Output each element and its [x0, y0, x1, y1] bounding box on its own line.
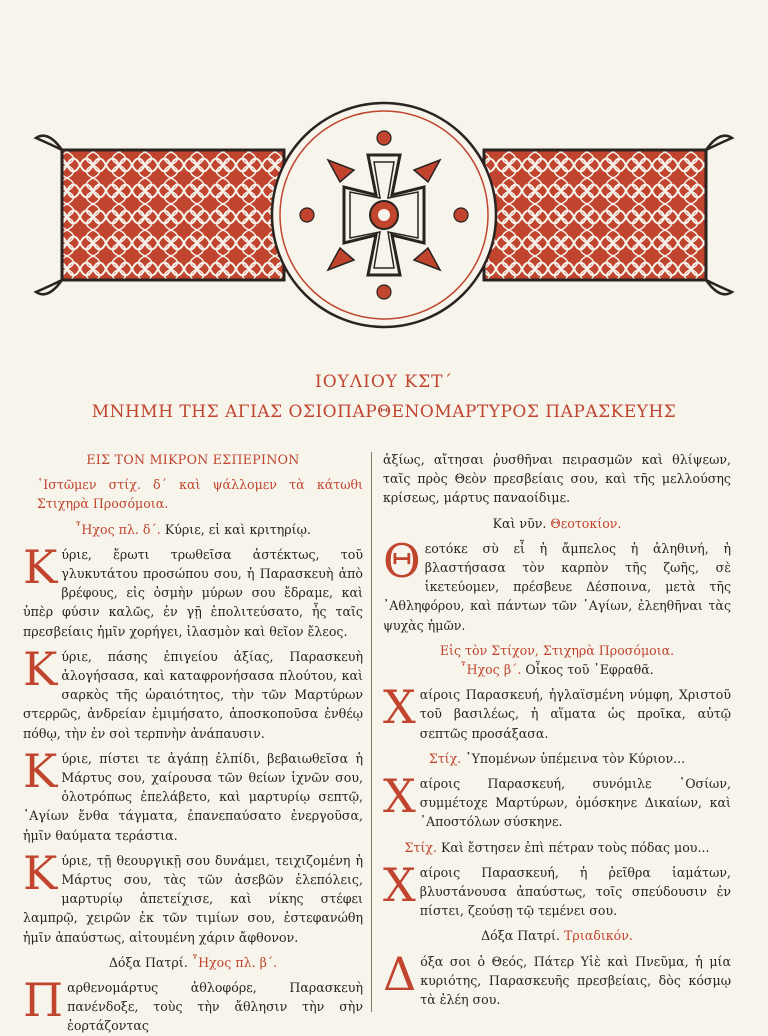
- sticheron-text: ύριε, τῇ θεουργικῇ σου δυνάμει, τειχιζομένη ἡ Μάρτυς σου, τὰς τῶν ἀσεβῶν ἑλεπόλεις, μαρτυρίῳ ἀπετείχισε, καὶ νίκης στέφει λαμπρῷ, χειρῶν ἐκ τῶν τιμίων σου, ἐστεφανώθη ἡμῖν ἀπαύστως, αἰτουμένη χάριν ἄφθονον.: [23, 852, 363, 945]
- drop-cap: Π: [23, 973, 64, 1028]
- doxa-tone: ῏Ηχος πλ. β΄.: [191, 954, 278, 970]
- verse-label: Στίχ.: [404, 839, 437, 855]
- tone-line-2: [383, 660, 731, 679]
- sticheron-1: [23, 539, 363, 641]
- aposticha-1: [383, 680, 731, 743]
- left-column: [23, 450, 363, 1036]
- page-title-date: ΙΟΥΛΙΟΥ ΚΣΤ΄: [315, 372, 453, 392]
- verse-line-2: [383, 838, 731, 857]
- doxa-label: Δόξα Πατρί.: [481, 928, 560, 944]
- aposticha-3: [383, 857, 731, 921]
- sticheron-3: [23, 743, 363, 845]
- sticheron-text: αρθενομάρτυς ἀθλοφόρε, Παρασκευὴ πανένδοξε, τοὺς τὴν ἄθλησιν τὴν σὴν ἑορτάζοντας: [67, 980, 363, 1034]
- verse-label: Στίχ.: [428, 750, 462, 766]
- tone-line: [23, 520, 363, 539]
- tone-melody: Οἶκος τοῦ ᾿Εφραθᾶ.: [525, 662, 654, 678]
- aposticha-text: αίροις Παρασκευή, συνόμιλε ῾Οσίων, συμμέτοχε Μαρτύρων, ὁμόσκηνε Δικαίων, καὶ ᾿Αποστόλων σύσκηνε.: [419, 776, 731, 830]
- triadikon: [383, 946, 731, 1010]
- triadikon-text: όξα σοι ὁ Θεός, Πάτερ Υἱὲ καὶ Πνεῦμα, ἡ μία κυριότης, Παρασκευῆς πρεσβείαις, δὸς κόσμῳ τὰ ἐλέη σου.: [420, 953, 731, 1008]
- drop-cap: Χ: [383, 680, 416, 735]
- drop-cap: Κ: [23, 743, 58, 798]
- verse-text: ῾Υπομένων ὑπέμεινα τὸν Κύριον...: [465, 750, 686, 766]
- drop-cap: Κ: [23, 641, 58, 696]
- drop-cap: Χ: [383, 769, 416, 824]
- aposticha-text: αίροις Παρασκευή, ἡ ῥεῖθρα ἰαμάτων, βλυστάνουσα ἀπαύστως, τοῖς σπεύδουσιν ἐν πίστει, ζεούσῃ τῷ τεμένει σου.: [419, 864, 731, 919]
- theotokion-text: εοτόκε σὺ εἶ ἡ ἄμπελος ἡ ἀληθινή, ἡ βλαστήσασα τὸν καρπὸν τῆς ζωῆς, σὲ ἱκετεύομεν, πρέσβευε Δέσποινα, μετὰ τῆς ᾿Αθληφόρου, καὶ πάντων τῶν ῾Αγίων, ἐλεηθῆναι τὰς ψυχὰς ἡμῶν.: [383, 540, 731, 633]
- tone-label: ῏Ηχος β΄.: [460, 662, 522, 678]
- drop-cap: Θ: [383, 533, 421, 588]
- drop-cap: Δ: [383, 946, 417, 1001]
- theotokion: [383, 533, 731, 635]
- header-ornament: [28, 100, 740, 330]
- tone-label: ῏Ηχος πλ. δ΄.: [75, 521, 161, 537]
- sticheron-2: [23, 641, 363, 743]
- continued-text: ἀξίως, αἴτησαι ῥυσθῆναι πειρασμῶν καὶ θλίψεων, ταῖς πρὸς Θεὸν πρεσβείαις σου, καὶ τῆς μελλούσης κρίσεως, μάρτυς παναοίδιμε.: [383, 452, 731, 506]
- verse-text: Καὶ ἔστησεν ἐπὶ πέτραν τοὺς πόδας μου...: [440, 839, 710, 855]
- sticheron-text: ύριε, πίστει τε ἀγάπῃ ἐλπίδι, βεβαιωθεῖσα ἡ Μάρτυς σου, χαίρουσα τῶν θείων ἰχνῶν σου, ὁλοτρόπως ἐπελάβετο, καὶ μαρτυρίῳ σεπτῷ, ῾Αγίων ἔνθα τάγματα, ἐπανεπαύσατο ἐνεργοῦσα, ἡμῖν θαύματα τεράστια.: [23, 750, 363, 843]
- right-knot-band: [484, 150, 706, 280]
- sticheron-text: ύριε, πάσης ἐπιγείου ἀξίας, Παρασκευὴ ἀλογήσασα, καὶ καταφρονήσασα πλούτου, καὶ σαρκὸς τῆς ὡραιότητος, τὴν τῶν Μαρτύρων στερρῶς, ἀνδρείαν ἐμιμήσατο, ἀποσκοποῦσα ἐνθέῳ πόθῳ, τὴν ἐν σοὶ τερπνὴν ἀνάπαυσιν.: [23, 648, 363, 741]
- drop-cap: Χ: [383, 857, 416, 912]
- drop-cap: Κ: [23, 539, 58, 594]
- sticheron-5: [23, 973, 363, 1036]
- triadikon-label: Τριαδικόν.: [564, 928, 633, 944]
- aposticha-heading: Εἰς τὸν Στίχον, Στιχηρὰ Προσόμοια.: [439, 642, 675, 658]
- sticheron-4: [23, 845, 363, 947]
- aposticha-text: αίροις Παρασκευή, ἠγλαϊσμένη νύμφη, Χριστοῦ τοῦ βασιλέως, ἡ αἵματα ὡς προῖκα, αὐτῷ σεπτῶς προσάξασα.: [419, 687, 731, 741]
- doxa-line-2: [383, 926, 731, 945]
- right-column: [383, 450, 731, 1009]
- doxa-line: [23, 953, 363, 972]
- kai-nyn-line: [383, 514, 731, 533]
- column-divider: [371, 452, 372, 1012]
- section-heading: ΕΙΣ ΤΟΝ ΜΙΚΡΟΝ ΕΣΠΕΡΙΝΟΝ: [86, 452, 300, 467]
- verse-line-1: [383, 749, 731, 768]
- drop-cap: Κ: [23, 845, 58, 900]
- page-title-commemoration: ΜΝΗΜΗ ΤΗΣ ΑΓΙΑΣ ΟΣΙΟΠΑΡΘΕΝΟΜΑΡΤΥΡΟΣ ΠΑΡΑΣΚΕΥΗΣ: [91, 402, 677, 422]
- left-knot-band: [62, 150, 284, 280]
- kai-nyn-label: Καὶ νῦν.: [492, 515, 547, 531]
- theotokion-label: Θεοτοκίον.: [550, 515, 622, 531]
- aposticha-2: [383, 769, 731, 832]
- tone-melody: Κύριε, εἰ καὶ κριτηρίῳ.: [164, 521, 311, 537]
- rubric-text: ῾Ιστῶμεν στίχ. δ΄ καὶ ψάλλομεν τὰ κάτωθι Στιχηρὰ Προσόμοια.: [37, 477, 363, 512]
- doxa-label: Δόξα Πατρί.: [108, 954, 188, 970]
- sticheron-text: ύριε, ἔρωτι τρωθεῖσα ἀστέκτως, τοῦ γλυκυτάτου προσώπου σου, ἡ Παρασκευὴ ἀπὸ βρέφους, εἰς ὀσμὴν μύρων σου ἔδραμε, καὶ ὑπὲρ φύσιν καλῶς, ἐν γῇ ἐπολιτεύσατο, ἧς ταῖς πρεσβείαις ἡμῖν χορήγει, ἱλασμὸν καὶ θεῖον ἔλεος.: [23, 546, 363, 639]
